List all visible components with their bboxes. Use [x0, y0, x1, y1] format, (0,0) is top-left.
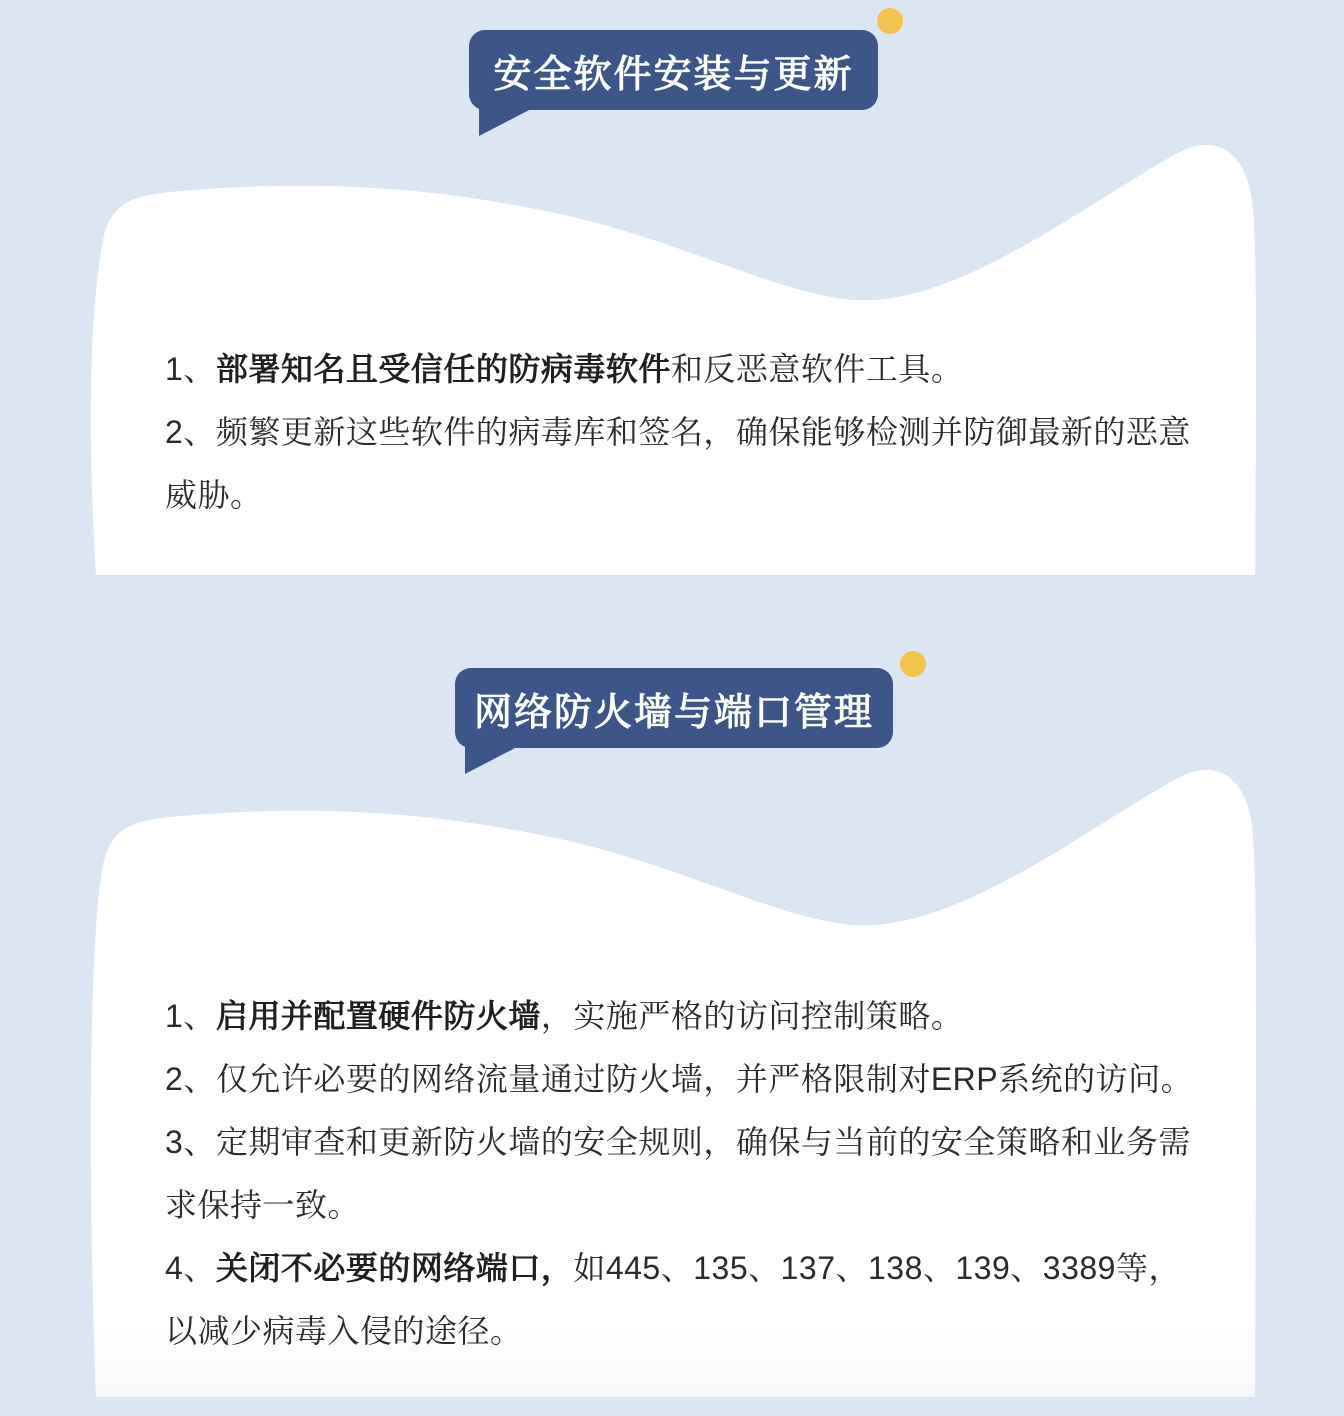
item-bold-text: 关闭不必要的网络端口， [215, 1250, 574, 1286]
item-bold-text: 启用并配置硬件防火墙 [215, 998, 541, 1034]
section-badge-security-software [469, 30, 878, 110]
item-text: 仅允许必要的网络流量通过防火墙，并严格限制对ERP系统的访问。 [215, 1061, 1194, 1097]
accent-dot-icon [900, 651, 926, 677]
section-badge-label: 安全软件安装与更新 [493, 53, 854, 96]
item-text: 定期审查和更新防火墙的安全规则，确保与当前的安全策略和业务需求保持一致。 [165, 1124, 1191, 1223]
item-number: 3、 [165, 1124, 216, 1160]
item-number: 2、 [165, 414, 216, 450]
list-item [165, 1048, 1197, 1111]
item-number: 1、 [165, 998, 216, 1034]
item-text: 频繁更新这些软件的病毒库和签名，确保能够检测并防御最新的恶意威胁。 [165, 414, 1191, 513]
list-item [165, 1237, 1197, 1363]
item-text: ，实施严格的访问控制策略。 [540, 998, 964, 1034]
item-text: 和反恶意软件工具。 [670, 351, 964, 387]
item-number: 4、 [165, 1250, 216, 1286]
item-text: 如445、135、137、138、139、3389等，以减少病毒入侵的途径。 [165, 1250, 1181, 1349]
item-number: 1、 [165, 351, 216, 387]
accent-dot-icon [877, 8, 903, 34]
item-bold-text: 部署知名且受信任的防病毒软件 [215, 351, 671, 387]
list-item [165, 1111, 1197, 1237]
item-number: 2、 [165, 1061, 216, 1097]
section-body-security-software [165, 338, 1197, 527]
list-item [165, 401, 1197, 527]
list-item [165, 985, 1197, 1048]
section-badge-firewall-ports [455, 668, 893, 748]
list-item [165, 338, 1197, 401]
section-body-firewall-ports [165, 985, 1197, 1363]
section-badge-label: 网络防火墙与端口管理 [473, 691, 874, 734]
